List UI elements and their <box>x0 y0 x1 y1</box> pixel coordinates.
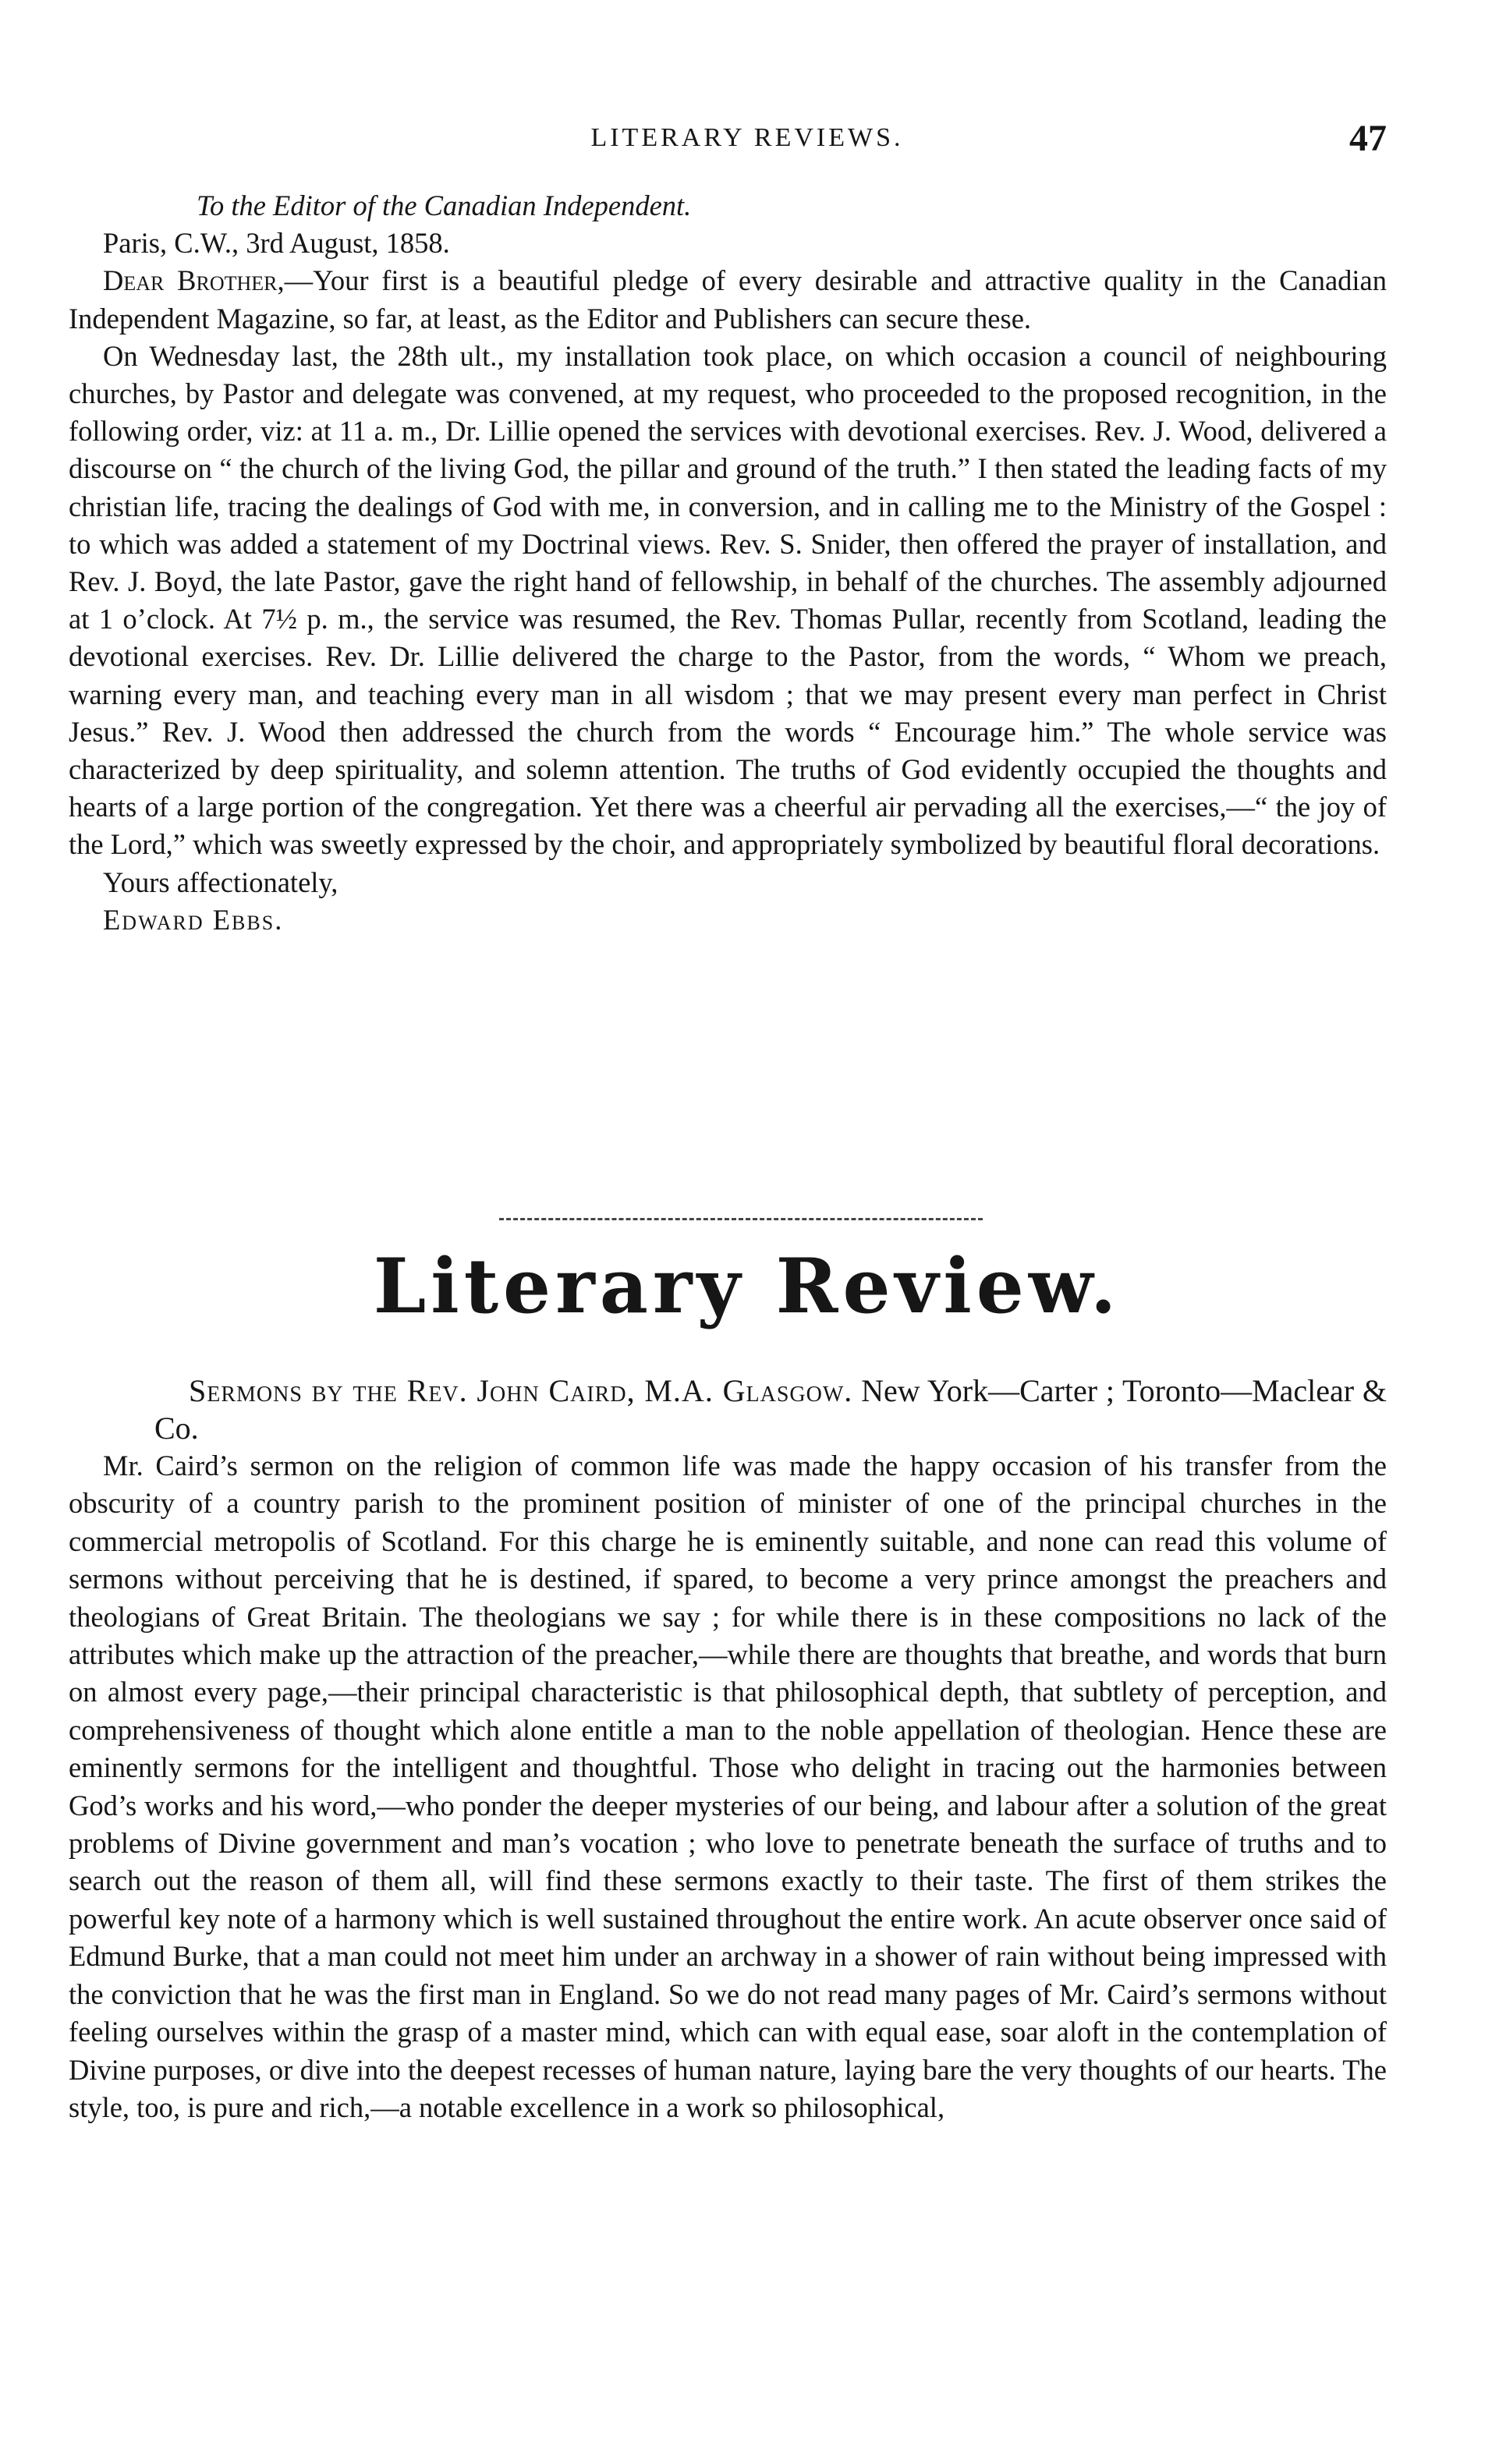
review-citation-publishers: New York—Carter ; Toronto—Maclear & Co. <box>154 1373 1387 1446</box>
running-head <box>108 117 1387 164</box>
section-heading: Literary Review. <box>373 1242 1122 1330</box>
letter-paragraph-1 <box>69 262 1387 337</box>
review-citation <box>69 1372 1387 1447</box>
page-number: 47 <box>1349 118 1387 159</box>
review-body: Mr. Caird’s sermon on the religion of common life was made the happy occasion of his transfer from the obscurity of a country parish to the prominent position of minister of one of the principal churches in the commercial metropolis of Scotland. For this charge he is eminently suitable, and none can read this volume of sermons without perceiving that he is destined, if spared, to become a very prince amongst the preachers and theologians of Great Britain. The theologians we say ; for while there is in these compositions no lack of the attributes which make up the attraction of the preacher,—while there are thoughts that breathe, and words that burn on almost every page,—their principal characteristic is that philosophical depth, that subtlety of perception, and comprehensiveness of thought which alone entitle a man to the noble appellation of theologian. Hence these are eminently sermons for the intelligent and thoughtful. Those who delight in tracing out the harmonies between God’s works and his word,—who ponder the deeper mysteries of our being, and labour after a solution of the great problems of Divine government and man’s vocation ; who love to penetrate beneath the surface of truths and to search out the reason of them all, will find these sermons exactly to their taste. The first of them strikes the powerful key note of a harmony which is well sustained throughout the entire work. An acute observer once said of Edmund Burke, that a man could not meet him under an archway in a shower of rain without being impressed with the conviction that he was the first man in England. So we do not read many pages of Mr. Caird’s sermons without feeling ourselves within the grasp of a master mind, which can with equal ease, soar aloft in the contemplation of Divine purposes, or dive into the deepest recesses of human nature, laying bare the very thoughts of our hearts. The style, too, is pure and rich,—a notable excellence in a work so philosophical, <box>69 1450 1387 2123</box>
letter-closing: Yours affectionately, <box>103 866 338 898</box>
letter-signature: Edward Ebbs. <box>103 903 284 936</box>
letter-dateline: Paris, C.W., 3rd August, 1858. <box>103 227 450 260</box>
letter-paragraph-2: On Wednesday last, the 28th ult., my installation took place, on which occasion a council of neighbouring churches, by Pastor and delegate was convened, at my request, who proceeded to the proposed recognition, in the following order, viz: at 11 a. m., Dr. Lillie opened the services with devotional exercises. Rev. J. Wood, delivered a discourse on “ the church of the living God, the pillar and ground of the truth.” I then stated the leading facts of my christian life, tracing the dealings of God with me, in conversion, and in calling me to the Ministry of the Gospel : to which was added a statement of my Doctrinal views. Rev. S. Snider, then offered the prayer of installation, and Rev. J. Boyd, the late Pastor, gave the right hand of fellowship, in behalf of the churches. The assembly adjourned at 1 o’clock. At 7½ p. m., the service was resumed, the Rev. Thomas Pullar, recently from Scotland, leading the devotional exercises. Rev. Dr. Lillie delivered the charge to the Pastor, from the words, “ Whom we preach, warning every man, and teaching every man in all wisdom ; that we may present every man perfect in Christ Jesus.” Rev. J. Wood then addressed the church from the words “ Encourage him.” The whole service was characterized by deep spirituality, and solemn attention. The truths of God evidently occupied the thoughts and hearts of a large portion of the congregation. Yet there was a cheerful air pervading all the exercises,—“ the joy of the Lord,” which was sweetly expressed by the choir, and appropriately symbolized by beautiful floral decorations. <box>69 339 1387 861</box>
letter-to-editor <box>69 187 1387 939</box>
review-article <box>69 1372 1387 2126</box>
section-divider <box>499 1218 983 1223</box>
letter-heading: To the Editor of the Canadian Independent. <box>197 189 692 221</box>
running-title: LITERARY REVIEWS. <box>590 123 904 152</box>
letter-paragraph-1-text: —Your first is a beautiful pledge of every desirable and attractive quality in the Canadian Independent Magazine, so far, at least, as the Editor and Publishers can secure these. <box>69 264 1387 335</box>
review-citation-title: Sermons by the Rev. John Caird, M.A. Glasgow. <box>189 1373 853 1408</box>
letter-salutation: Dear Brother, <box>103 264 285 297</box>
